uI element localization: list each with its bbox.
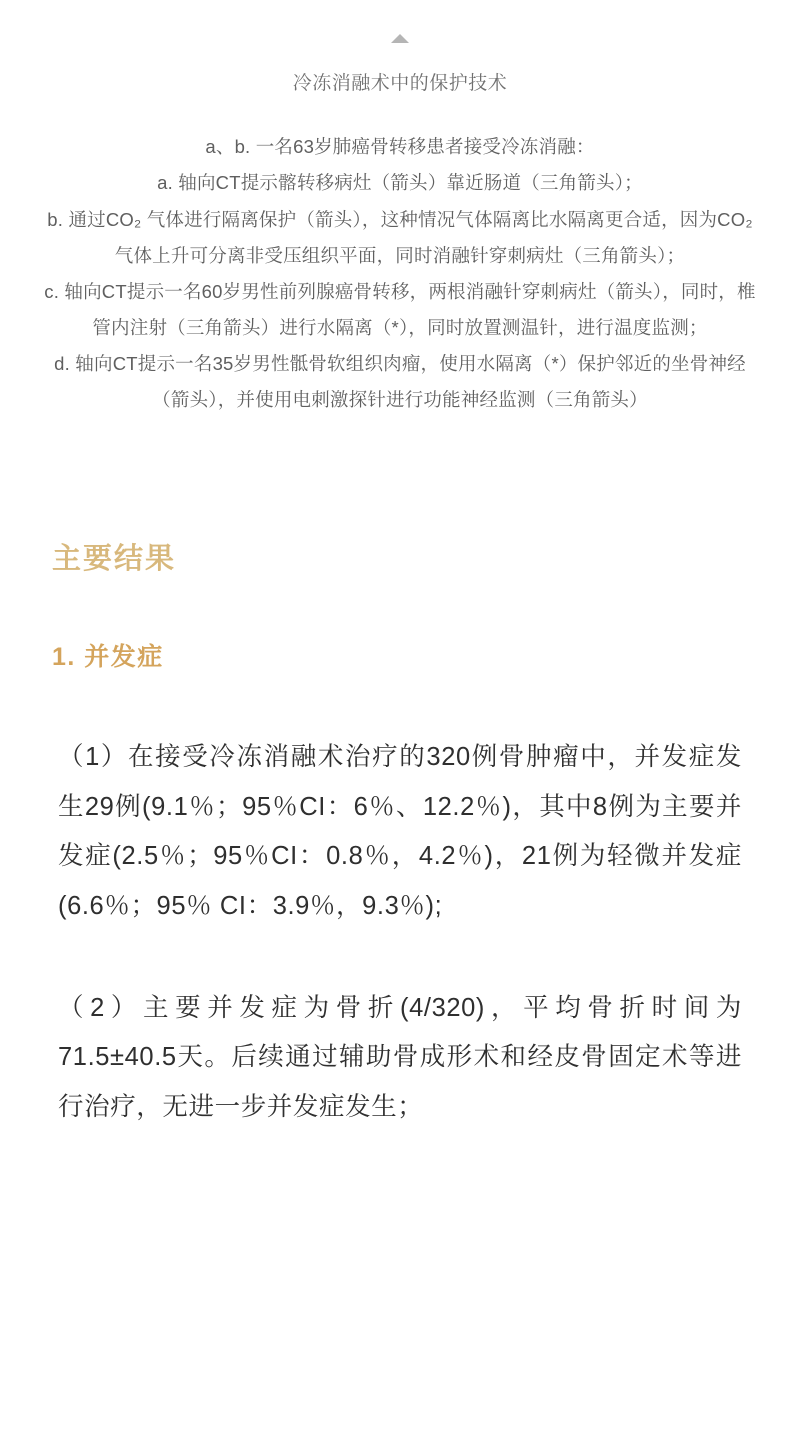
figure-caption <box>28 129 772 418</box>
figure-caption-line: a、b. 一名63岁肺癌骨转移患者接受冷冻消融： <box>205 136 595 158</box>
spacer <box>28 577 772 637</box>
triangle-up-icon <box>391 34 409 43</box>
paragraph-complication-rates: （1）在接受冷冻消融术治疗的320例骨肿瘤中，并发症发生29例(9.1％；95％CI：6％、12.2％)，其中8例为主要并发症(2.5％；95％CI：0.8％，4.2％)，21例为轻微并发症(6.6％；95％ CI：3.9％，9.3％); <box>58 742 742 921</box>
paragraph-major-complications: （2）主要并发症为骨折(4/320)，平均骨折时间为71.5±40.5天。后续通过辅助骨成形术和经皮骨固定术等进行治疗，无进一步并发症发生； <box>58 993 742 1122</box>
figure-caption-line: a. 轴向CT提示髂转移病灶（箭头）靠近肠道（三角箭头）； <box>157 172 643 194</box>
figure-title: 冷冻消融术中的保护技术 <box>292 73 508 94</box>
spacer <box>28 673 772 733</box>
top-marker <box>28 0 772 43</box>
figure-caption-line: d. 轴向CT提示一名35岁男性骶骨软组织肉瘤，使用水隔离（*）保护邻近的坐骨神经（箭头），并使用电刺激探针进行功能神经监测（三角箭头） <box>54 352 746 410</box>
spacer <box>28 418 772 536</box>
section-heading-main-results: 主要结果 <box>52 542 177 575</box>
figure-caption-line: b. 通过CO₂ 气体进行隔离保护（箭头），这种情况气体隔离比水隔离更合适，因为CO₂ 气体上升可分离非受压组织平面，同时消融针穿刺病灶（三角箭头）； <box>47 208 753 266</box>
figure-caption-line: c. 轴向CT提示一名60岁男性前列腺癌骨转移，两根消融针穿刺病灶（箭头），同时，椎管内注射（三角箭头）进行水隔离（*），同时放置测温针，进行温度监测； <box>44 280 756 338</box>
subsection-heading-complications: 1. 并发症 <box>52 642 164 671</box>
